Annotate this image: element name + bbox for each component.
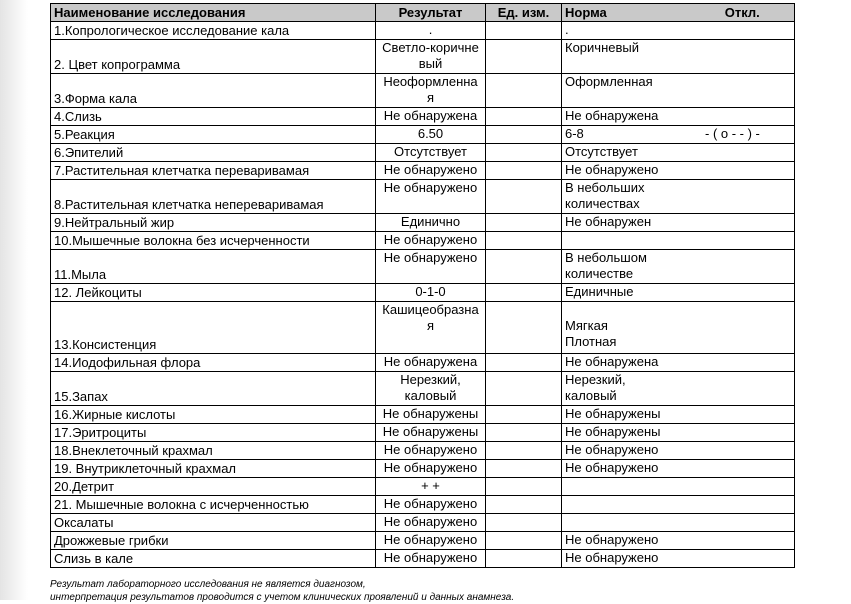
- test-result: [376, 478, 486, 496]
- result-line: 6.50: [417, 126, 444, 141]
- test-norm: [562, 372, 795, 406]
- test-unit: [486, 214, 562, 232]
- test-norm: [562, 550, 795, 568]
- test-result: [376, 532, 486, 550]
- test-unit: [486, 496, 562, 514]
- norm-line: Коричневый: [565, 40, 639, 55]
- test-norm: [562, 302, 795, 354]
- table-row: [51, 478, 795, 496]
- test-norm: [562, 424, 795, 442]
- result-line: каловый: [404, 388, 457, 403]
- test-norm: [562, 532, 795, 550]
- table-row: [51, 550, 795, 568]
- test-unit: [486, 232, 562, 250]
- result-line: 0-1-0: [415, 284, 446, 299]
- norm-line: Не обнаружены: [565, 406, 661, 421]
- test-name: 7.Растительная клетчатка переваривамая: [51, 162, 376, 180]
- test-name: 15.Запах: [51, 372, 376, 406]
- norm-line: Отсутствует: [565, 144, 638, 159]
- test-result: [376, 22, 486, 40]
- test-unit: [486, 250, 562, 284]
- test-unit: [486, 514, 562, 532]
- test-name: 3.Форма кала: [51, 74, 376, 108]
- test-result: [376, 424, 486, 442]
- test-result: [376, 250, 486, 284]
- test-unit: [486, 126, 562, 144]
- test-unit: [486, 144, 562, 162]
- page-fold-shadow: [0, 0, 28, 600]
- test-norm: [562, 22, 795, 40]
- test-unit: [486, 74, 562, 108]
- norm-line: 6-8: [565, 126, 584, 141]
- test-unit: [486, 354, 562, 372]
- norm-line: Не обнаружена: [565, 354, 659, 369]
- header-norm-cell: [562, 4, 795, 22]
- result-line: Не обнаружено: [383, 550, 478, 565]
- test-name: 11.Мыла: [51, 250, 376, 284]
- norm-line: Нерезкий,: [565, 372, 626, 387]
- test-unit: [486, 442, 562, 460]
- table-row: [51, 406, 795, 424]
- test-norm: [562, 144, 795, 162]
- test-result: [376, 514, 486, 532]
- test-norm: [562, 460, 795, 478]
- table-row: [51, 74, 795, 108]
- test-unit: [486, 302, 562, 354]
- test-unit: [486, 162, 562, 180]
- header-result: Результат: [376, 4, 486, 22]
- test-name: 6.Эпителий: [51, 144, 376, 162]
- result-line: я: [426, 318, 435, 333]
- test-norm: [562, 478, 795, 496]
- norm-line: количестве: [565, 266, 634, 281]
- table-row: [51, 22, 795, 40]
- test-name: Слизь в кале: [51, 550, 376, 568]
- test-name: 20.Детрит: [51, 478, 376, 496]
- norm-line: количествах: [565, 196, 640, 211]
- result-line: Неоформленна: [383, 74, 478, 89]
- table-row: [51, 144, 795, 162]
- norm-line: Плотная: [565, 334, 617, 349]
- disclaimer-line: интерпретация результатов проводится с учетом клинических проявлений и данных анамнеза.: [50, 592, 515, 603]
- test-result: [376, 232, 486, 250]
- test-name: Дрожжевые грибки: [51, 532, 376, 550]
- result-line: Не обнаружена: [383, 108, 478, 123]
- table-row: [51, 496, 795, 514]
- test-name: 13.Консистенция: [51, 302, 376, 354]
- test-name: 1.Копрологическое исследование кала: [51, 22, 376, 40]
- test-unit: [486, 40, 562, 74]
- test-unit: [486, 22, 562, 40]
- test-name: 2. Цвет копрограмма: [51, 40, 376, 74]
- norm-line: Не обнаружено: [565, 442, 659, 457]
- norm-line: Оформленная: [565, 74, 653, 89]
- result-line: Не обнаружена: [383, 354, 478, 369]
- test-norm: [562, 232, 795, 250]
- test-norm: [562, 126, 795, 144]
- test-result: [376, 302, 486, 354]
- test-norm: [562, 180, 795, 214]
- result-line: Не обнаружено: [383, 180, 478, 195]
- test-unit: [486, 478, 562, 496]
- test-norm: [562, 354, 795, 372]
- norm-line: Единичные: [565, 284, 634, 299]
- test-result: [376, 126, 486, 144]
- table-row: [51, 424, 795, 442]
- test-name: 5.Реакция: [51, 126, 376, 144]
- result-line: Не обнаружены: [382, 424, 479, 439]
- test-norm: [562, 284, 795, 302]
- result-line: Не обнаружено: [383, 532, 478, 547]
- header-norm: Норма: [565, 4, 607, 20]
- test-name: Оксалаты: [51, 514, 376, 532]
- test-name: 16.Жирные кислоты: [51, 406, 376, 424]
- norm-line: каловый: [565, 388, 617, 403]
- test-norm: [562, 406, 795, 424]
- table-row: [51, 442, 795, 460]
- table-row: [51, 514, 795, 532]
- table-row: [51, 108, 795, 126]
- disclaimer-line: Результат лабораторного исследования не является диагнозом,: [50, 579, 366, 590]
- test-norm: [562, 442, 795, 460]
- test-result: [376, 442, 486, 460]
- test-norm: [562, 214, 795, 232]
- test-unit: [486, 550, 562, 568]
- test-name: 9.Нейтральный жир: [51, 214, 376, 232]
- norm-line: Не обнаружен: [565, 214, 652, 229]
- test-norm: [562, 40, 795, 74]
- table-row: [51, 302, 795, 354]
- test-norm: [562, 108, 795, 126]
- test-result: [376, 460, 486, 478]
- test-name: 19. Внутриклеточный крахмал: [51, 460, 376, 478]
- test-norm: [562, 514, 795, 532]
- norm-line: В небольшом: [565, 250, 647, 265]
- test-result: [376, 550, 486, 568]
- result-line: Нерезкий,: [400, 372, 461, 387]
- result-line: Не обнаружено: [383, 442, 478, 457]
- header-unit: Ед. изм.: [486, 4, 562, 22]
- table-row: [51, 180, 795, 214]
- result-line: Единично: [400, 214, 461, 229]
- test-result: [376, 284, 486, 302]
- norm-line: В небольших: [565, 180, 645, 195]
- test-name: 8.Растительная клетчатка непереваривамая: [51, 180, 376, 214]
- result-line: Не обнаружено: [383, 514, 478, 529]
- norm-line: Не обнаружено: [565, 460, 659, 475]
- norm-line: Не обнаружено: [565, 162, 659, 177]
- test-result: [376, 40, 486, 74]
- test-norm: [562, 496, 795, 514]
- result-line: Кашицеобразна: [382, 302, 479, 317]
- result-line: вый: [418, 56, 443, 71]
- result-line: Не обнаружено: [383, 162, 478, 177]
- norm-line: Не обнаружена: [565, 108, 659, 123]
- test-name: 18.Внеклеточный крахмал: [51, 442, 376, 460]
- table-row: [51, 40, 795, 74]
- test-name: 21. Мышечные волокна с исчерченностью: [51, 496, 376, 514]
- test-result: [376, 496, 486, 514]
- table-header-row: [51, 4, 795, 22]
- test-norm: [562, 74, 795, 108]
- result-line: я: [426, 90, 435, 105]
- test-unit: [486, 284, 562, 302]
- result-line: Не обнаружено: [383, 496, 478, 511]
- test-result: [376, 162, 486, 180]
- table-row: [51, 284, 795, 302]
- table-row: [51, 354, 795, 372]
- test-unit: [486, 108, 562, 126]
- test-result: [376, 372, 486, 406]
- norm-line: Не обнаружено: [565, 550, 659, 565]
- test-norm: [562, 162, 795, 180]
- test-name: 12. Лейкоциты: [51, 284, 376, 302]
- header-deviation: Откл.: [724, 4, 760, 20]
- test-result: [376, 214, 486, 232]
- result-line: .: [428, 22, 433, 37]
- table-row: [51, 232, 795, 250]
- test-unit: [486, 406, 562, 424]
- test-result: [376, 180, 486, 214]
- test-result: [376, 144, 486, 162]
- table-row: [51, 162, 795, 180]
- result-line: Не обнаружено: [383, 232, 478, 247]
- test-unit: [486, 460, 562, 478]
- norm-line: .: [565, 22, 569, 37]
- table-row: [51, 532, 795, 550]
- test-unit: [486, 180, 562, 214]
- test-norm: [562, 250, 795, 284]
- table-body: [51, 22, 795, 568]
- results-table: [50, 3, 795, 568]
- test-unit: [486, 424, 562, 442]
- test-name: 17.Эритроциты: [51, 424, 376, 442]
- lab-report: [50, 3, 794, 568]
- test-result: [376, 74, 486, 108]
- test-name: 10.Мышечные волокна без исчерченности: [51, 232, 376, 250]
- test-name: 4.Слизь: [51, 108, 376, 126]
- table-row: [51, 372, 795, 406]
- result-line: Не обнаружено: [383, 460, 478, 475]
- test-unit: [486, 372, 562, 406]
- table-row: [51, 250, 795, 284]
- table-row: [51, 214, 795, 232]
- norm-line: [565, 302, 791, 318]
- norm-line: Мягкая: [565, 318, 608, 333]
- test-unit: [486, 532, 562, 550]
- result-line: Не обнаружено: [383, 250, 478, 265]
- result-line: Отсутствует: [394, 144, 467, 159]
- test-name: 14.Иодофильная флора: [51, 354, 376, 372]
- test-result: [376, 354, 486, 372]
- result-line: Не обнаружены: [382, 406, 479, 421]
- norm-line: Не обнаружены: [565, 424, 661, 439]
- table-row: [51, 126, 795, 144]
- result-line: + +: [421, 478, 440, 493]
- header-name: Наименование исследования: [51, 4, 376, 22]
- deviation-marker: - ( о - - ) -: [705, 126, 760, 141]
- norm-line: Не обнаружено: [565, 532, 659, 547]
- table-row: [51, 460, 795, 478]
- test-result: [376, 108, 486, 126]
- disclaimer: [50, 578, 810, 604]
- result-line: Светло-коричне: [382, 40, 479, 55]
- test-result: [376, 406, 486, 424]
